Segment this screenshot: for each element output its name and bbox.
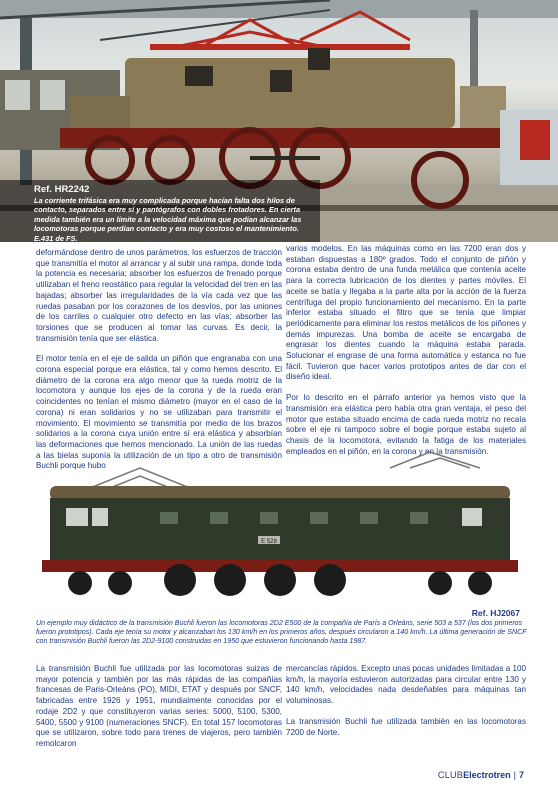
top-photo [0, 0, 558, 242]
footer-club: CLUB [437, 770, 464, 780]
footer-magazine: Electrotren [463, 770, 511, 780]
mid-photo-ref: Ref. HJ2067 [471, 608, 520, 618]
top-photo-caption: La corriente trifásica era muy complicada porque hacían falta dos hilos de contacto, separados entre sí y pantógrafos con dobles frotadores. En cierta medida también era un límite a la velocidad máxima que podían alcanzar las locomotoras porque perdían contacto y era muy costoso el mantenimiento. E.431 de FS. [34, 196, 302, 242]
paragraph: varios modelos. En las máquinas como en las 7200 eran dos y estaban dispuestas a 180º grados. Todo el conjunto de piñón y corona estaba dentro de una funda metálica que contenía aceite para la correcta lubricación de los dientes y partes móviles. El aceite se batía y llegaba a la parte alta por la acción de la fuerza centrífuga del propio funcionamiento del mecanismo. En la parte inferior estaba situado el filtro que se tenía que limpiar periódicamente para eliminar los restos metálicos de los piñones y demás impurezas. Una bomba de aceite se encargaba de engrasar los dientes cuando la máquina estaba parada. Solucionar el engrase de una forma automática y estanca no fue fácil. Tuvieron que hacer varios prototipos antes de dar con el diseño ideal. [286, 244, 526, 382]
right-column-lower [286, 664, 526, 748]
left-column-upper [36, 248, 282, 482]
loco-plate: E 528 [261, 539, 277, 545]
right-column-upper [286, 244, 526, 467]
mid-photo-caption: Un ejemplo muy didáctico de la transmisión Buchli fueron las locomotoras 2D2 E500 de la compañía de París a Orleáns, serie 503 a 537 (los dos primeros fueron prototipos). Cada eje tenía su motor y alcanzaban los 130 km/h en los primeros años, después circularon a 140 km/h. La última generación de SNCF con transmisión Buchli fueron las 2D2-9100 construidas en 1950 que estuvieron funcionando hasta 1987. [36, 619, 527, 646]
paragraph: Por lo descrito en el párrafo anterior ya hemos visto que la transmisión era elástica pero había otra gran ventaja, el peso del motor que estaba situado encima de cada rueda motriz no recaía sobre el eje ni tampoco sobre el bogie porque estaba sujeto al chasis de la locomotora, evitando la fatiga de los materiales empleados en el piñón, en la corona y en la transmisión. [286, 393, 526, 456]
paragraph: La transmisión Buchli fue utilizada por las locomotoras suizas de mayor potencia y también por las más rápidas de las compañías francesas de Paris-Orleáns (PO), MIDI, ETAT y después por SNCF, fabricadas entre 1926 y 1951, mundialmente conocidas por el rodaje 2D2 y que constituyeron varias series: 5000, 5100, 5300, 5400, 5500 y 9100 (numeraciones SNCF). En total 157 locomotoras que se utilizaron, sobre todo para trenes de viajeros, pero también remolcaron [36, 664, 282, 748]
paragraph: deformándose dentro de unos parámetros, los esfuerzos de tracción que transmitía el motor al arrancar y al subir una rampa, donde toda la potencia es necesaria; absorber los esfuerzos de frenado porque utilizaban el freno reostático para regular la velocidad del tren en las bajadas; absorber las irregularidades de la vía cada vez que las ruedas pasaban por los corazones de los desvíos, por las uniones de los carriles o cualquier otro defecto en las vías; absorber las torsiones que se producen al tomar las curvas. Es decir, la transmisión tenía que ser elástica. [36, 248, 282, 343]
page-footer [438, 770, 524, 780]
paragraph: La transmisión Buchli fue utilizada también en las locomotoras 7200 de Norte. [286, 716, 526, 737]
top-photo-ref: Ref. HR2242 [34, 184, 90, 195]
paragraph: mercancías rápidos. Excepto unas pocas unidades limitadas a 100 km/h, la mayoría estuvieron autorizadas para circular entre 130 y 140 km/h, velocidades nada desdeñables para máquinas tan voluminosas. [286, 664, 526, 706]
paragraph: El motor tenía en el eje de salida un piñón que engranaba con una corona especial porque era elástica, tal y como hemos descrito. El diámetro de la corona era algo menor que la rueda motriz de la locomotora y aunque los ejes de la corona y de la rueda eran coincidentes no tenían el mismo diámetro (mayor en el caso de la corona) ni eran solidarios y no se utilizaban para transmitir el movimiento. El movimiento se transmitía por medio de los brazos solidarios a la corona cuya unión entre sí era elástica y absorbían las deformaciones que hemos mencionado. La unión de las ruedas a las bielas suponía la utilización de un tipo a otro de transmisión Buchli porque hubo [36, 354, 282, 471]
left-column-lower [36, 664, 282, 760]
locomotive-e500-illustration [30, 448, 530, 614]
footer-separator: | [513, 770, 516, 780]
page-number: 7 [518, 770, 524, 780]
